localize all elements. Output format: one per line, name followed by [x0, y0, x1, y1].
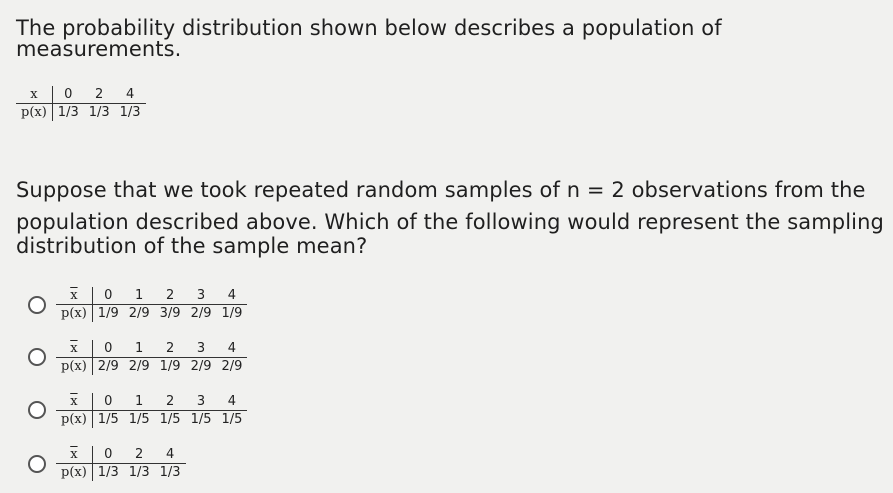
x-header: x	[16, 86, 52, 104]
option-d-radio[interactable]	[28, 455, 46, 473]
x-value: 4	[216, 287, 247, 305]
x-value: 2	[124, 446, 155, 464]
x-value: 3	[186, 393, 217, 411]
option-a-radio[interactable]	[28, 296, 46, 314]
question-line-1: The probability distribution shown below describes a population of measurements.	[16, 16, 722, 61]
xbar-header: x	[70, 447, 78, 462]
p-value: 1/3	[88, 105, 110, 120]
p-header: p(x)	[56, 464, 92, 482]
p-value: 3/9	[159, 306, 181, 321]
p-value: 1/3	[159, 465, 181, 480]
p-value: 1/3	[119, 105, 141, 120]
x-value: 0	[92, 446, 123, 464]
p-value: 2/9	[190, 359, 212, 374]
p-value: 2/9	[128, 306, 150, 321]
x-value: 2	[84, 86, 115, 104]
x-value: 3	[186, 340, 217, 358]
p-value: 1/5	[97, 412, 119, 427]
p-value: 1/9	[97, 306, 119, 321]
x-value: 0	[92, 393, 123, 411]
p-value: 1/9	[221, 306, 243, 321]
p-value: 1/9	[159, 359, 181, 374]
option-d-table	[56, 446, 186, 481]
question-line-4: distribution of the sample mean?	[16, 234, 368, 258]
x-value: 1	[124, 340, 155, 358]
p-value: 2/9	[97, 359, 119, 374]
option-c-radio[interactable]	[28, 401, 46, 419]
xbar-header: x	[70, 341, 78, 356]
question-line-3: population described above. Which of the following would represent the sampling	[16, 210, 884, 234]
xbar-header: x	[70, 394, 78, 409]
p-header: p(x)	[16, 104, 52, 122]
p-value: 2/9	[190, 306, 212, 321]
x-value: 2	[155, 393, 186, 411]
option-b-radio[interactable]	[28, 348, 46, 366]
x-value: 4	[115, 86, 146, 104]
x-value: 0	[52, 86, 83, 104]
p-value: 1/3	[97, 465, 119, 480]
x-value: 4	[216, 340, 247, 358]
p-value: 1/5	[190, 412, 212, 427]
option-a-table	[56, 287, 247, 322]
option-c-table	[56, 393, 247, 428]
x-value: 4	[216, 393, 247, 411]
p-value: 1/5	[128, 412, 150, 427]
p-value: 1/3	[128, 465, 150, 480]
x-value: 4	[155, 446, 186, 464]
x-value: 0	[92, 340, 123, 358]
x-value: 0	[92, 287, 123, 305]
x-value: 1	[124, 287, 155, 305]
p-header: p(x)	[56, 411, 92, 429]
x-value: 1	[124, 393, 155, 411]
p-value: 1/5	[159, 412, 181, 427]
option-b-table	[56, 340, 247, 375]
x-value: 3	[186, 287, 217, 305]
p-header: p(x)	[56, 305, 92, 323]
p-value: 1/5	[221, 412, 243, 427]
p-header: p(x)	[56, 358, 92, 376]
x-value: 2	[155, 287, 186, 305]
x-value: 2	[155, 340, 186, 358]
p-value: 2/9	[221, 359, 243, 374]
p-value: 2/9	[128, 359, 150, 374]
question-line-2: Suppose that we took repeated random samples of n = 2 observations from the	[16, 178, 866, 202]
xbar-header: x	[70, 288, 78, 303]
p-value: 1/3	[57, 105, 79, 120]
population-table	[16, 86, 146, 121]
